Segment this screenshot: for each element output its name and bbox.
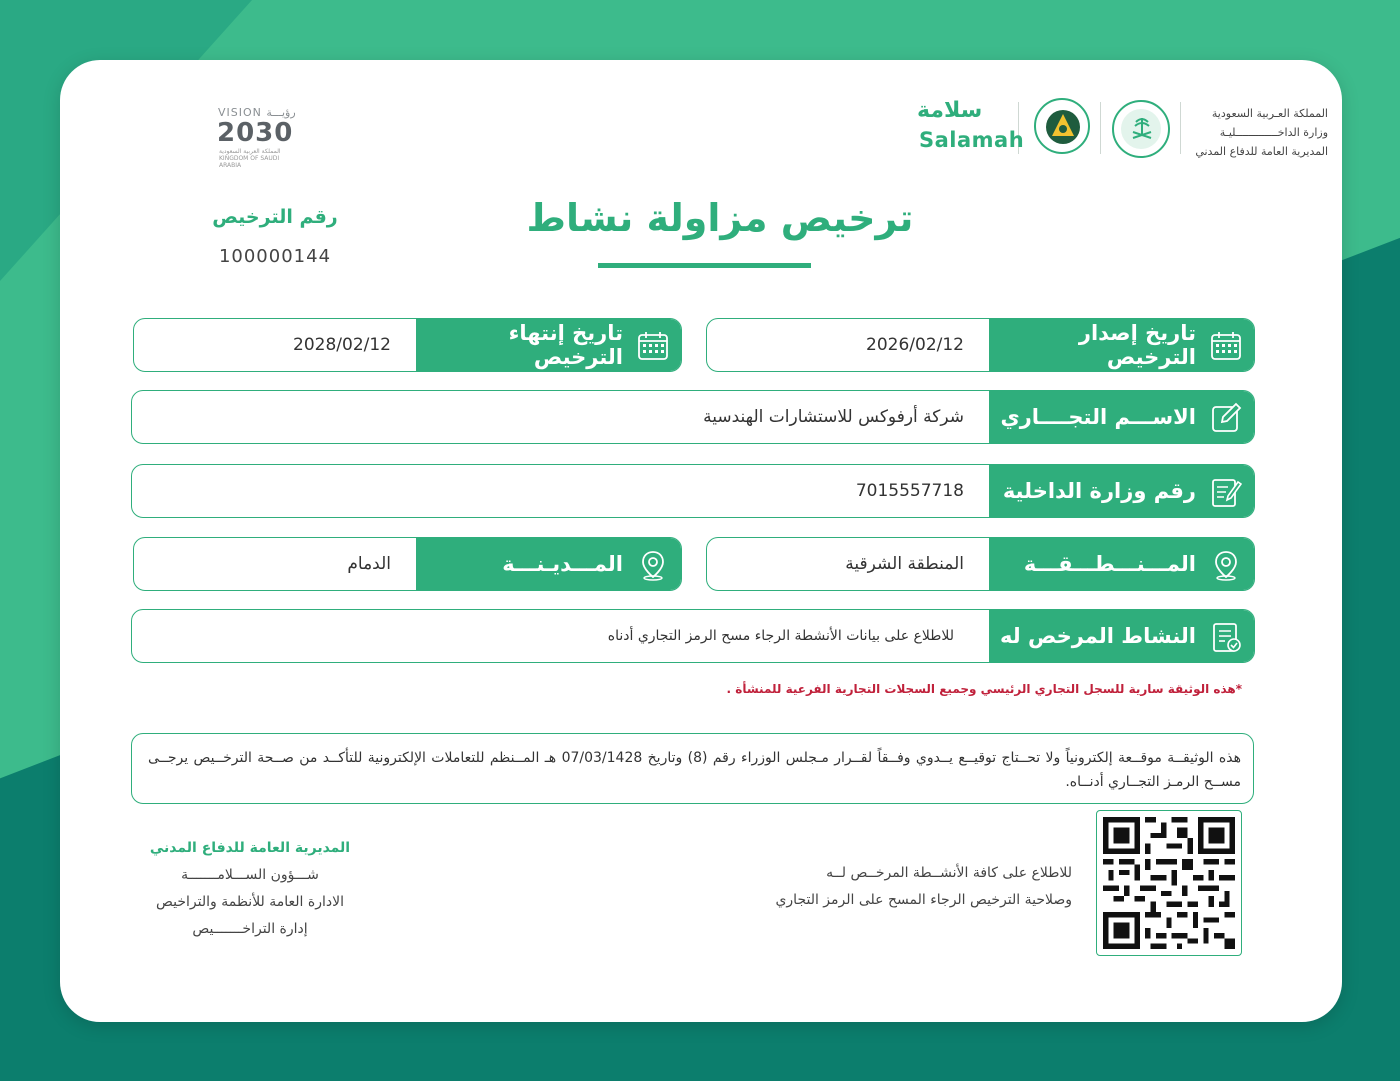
ministry-block [1168, 104, 1328, 161]
issue-date-label-box [989, 319, 1254, 371]
city-label-box [416, 538, 681, 590]
trade-name-label-box [989, 391, 1254, 443]
city-value: الدمام [347, 554, 391, 574]
qr-code[interactable] [1096, 810, 1242, 956]
salamah-logo-arabic: سلامة [917, 98, 983, 123]
saudi-emblem-logo [1112, 100, 1170, 158]
vision-label: VISION رؤيـــة [218, 106, 296, 119]
qr-instructions [732, 860, 1072, 914]
issuer-signature-block [130, 835, 370, 943]
document-check-icon [1210, 621, 1242, 653]
location-pin-icon [1210, 549, 1242, 581]
qr-instruction-line: للاطلاع على كافة الأنشــطة المرخــص لــه [826, 865, 1072, 881]
moi-number-value: 7015557718 [855, 481, 964, 501]
region-label: المـــنـــطـــقـــة [1023, 552, 1196, 576]
moi-number-label: رقم وزارة الداخلية [1002, 479, 1196, 503]
expiry-date-value: 2028/02/12 [293, 335, 391, 355]
issuer-heading: المديرية العامة للدفاع المدني [149, 840, 351, 856]
activity-label: النشاط المرخص له [1000, 624, 1196, 648]
location-pin-icon [637, 549, 669, 581]
e-signature-disclaimer: هذه الوثيقــة موقــعة إلكترونياً ولا تحــتاج توقيــع يــدوي وفــقاً لقــرار مـجلس الوزراء رقم (8) وتاريخ 07/03/1428 هـ المــنظم للتعاملات الإلكترونية للتأكــد من صــحة الترخــيص يرجــى مســح الرمـز التجــاري أدنــاه. [131, 733, 1254, 804]
vision-year: 2030 [217, 118, 294, 148]
expiry-date-label: تاريخ إنتهاء الترخيص [508, 321, 623, 369]
expiry-date-label-box [416, 319, 681, 371]
title-underline [598, 263, 811, 268]
vision-subtitle: المملكة العربية السعودية KINGDOM OF SAUDI ARABIA [219, 148, 281, 169]
license-number-label: رقم الترخيص [212, 206, 338, 228]
expiry-date-field [133, 318, 682, 372]
issuer-line: إدارة التراخـــــــيص [192, 921, 308, 937]
qr-instruction-line: وصلاحية الترخيص الرجاء المسح على الرمز التجاري [775, 892, 1072, 908]
issue-date-value: 2026/02/12 [866, 335, 964, 355]
calendar-icon [1210, 330, 1242, 362]
activity-value: للاطلاع على بيانات الأنشطة الرجاء مسح الرمز التجاري أدناه [607, 628, 954, 644]
qr-code-image [1103, 817, 1235, 949]
moi-number-field [131, 464, 1255, 518]
document-title: ترخيص مزاولة نشاط [526, 196, 914, 240]
issuer-line: الادارة العامة للأنظمة والتراخيص [155, 894, 344, 910]
ministry-line: المملكة العـربية السعودية [1211, 107, 1328, 120]
activity-field [131, 609, 1255, 663]
city-field [133, 537, 682, 591]
trade-name-field [131, 390, 1255, 444]
header-divider [1180, 102, 1181, 154]
edit-icon [1210, 402, 1242, 434]
ministry-line: المديرية العامة للدفاع المدني [1195, 145, 1328, 158]
palm-swords-icon [1127, 114, 1157, 144]
calendar-icon [637, 330, 669, 362]
issue-date-label: تاريخ إصدار الترخيص [1078, 321, 1196, 369]
region-value: المنطقة الشرقية [845, 554, 964, 574]
issuer-line: شـــؤون الســـلامـــــــة [181, 867, 319, 883]
salamah-logo-english: Salamah [919, 128, 1025, 152]
form-edit-icon [1210, 476, 1242, 508]
region-label-box [989, 538, 1254, 590]
trade-name-label: الاســـم التجــــاري [1000, 405, 1196, 429]
activity-label-box [989, 610, 1254, 662]
header-divider [1100, 102, 1101, 154]
moi-number-label-box [989, 465, 1254, 517]
civil-defense-emblem-icon [1044, 108, 1082, 146]
validity-note: *هذه الوثيقة سارية للسجل التجاري الرئيسي وجميع السجلات التجارية الفرعية للمنشأة . [726, 682, 1242, 696]
region-field [706, 537, 1255, 591]
issue-date-field [706, 318, 1255, 372]
trade-name-value: شركة أرفوكس للاستشارات الهندسية [703, 407, 964, 427]
city-label: المـــديـنـــة [502, 552, 623, 576]
license-number-value: 100000144 [218, 246, 332, 267]
civil-defense-logo [1034, 98, 1090, 154]
ministry-line: وزارة الداخـــــــــــــليـة [1219, 126, 1328, 139]
